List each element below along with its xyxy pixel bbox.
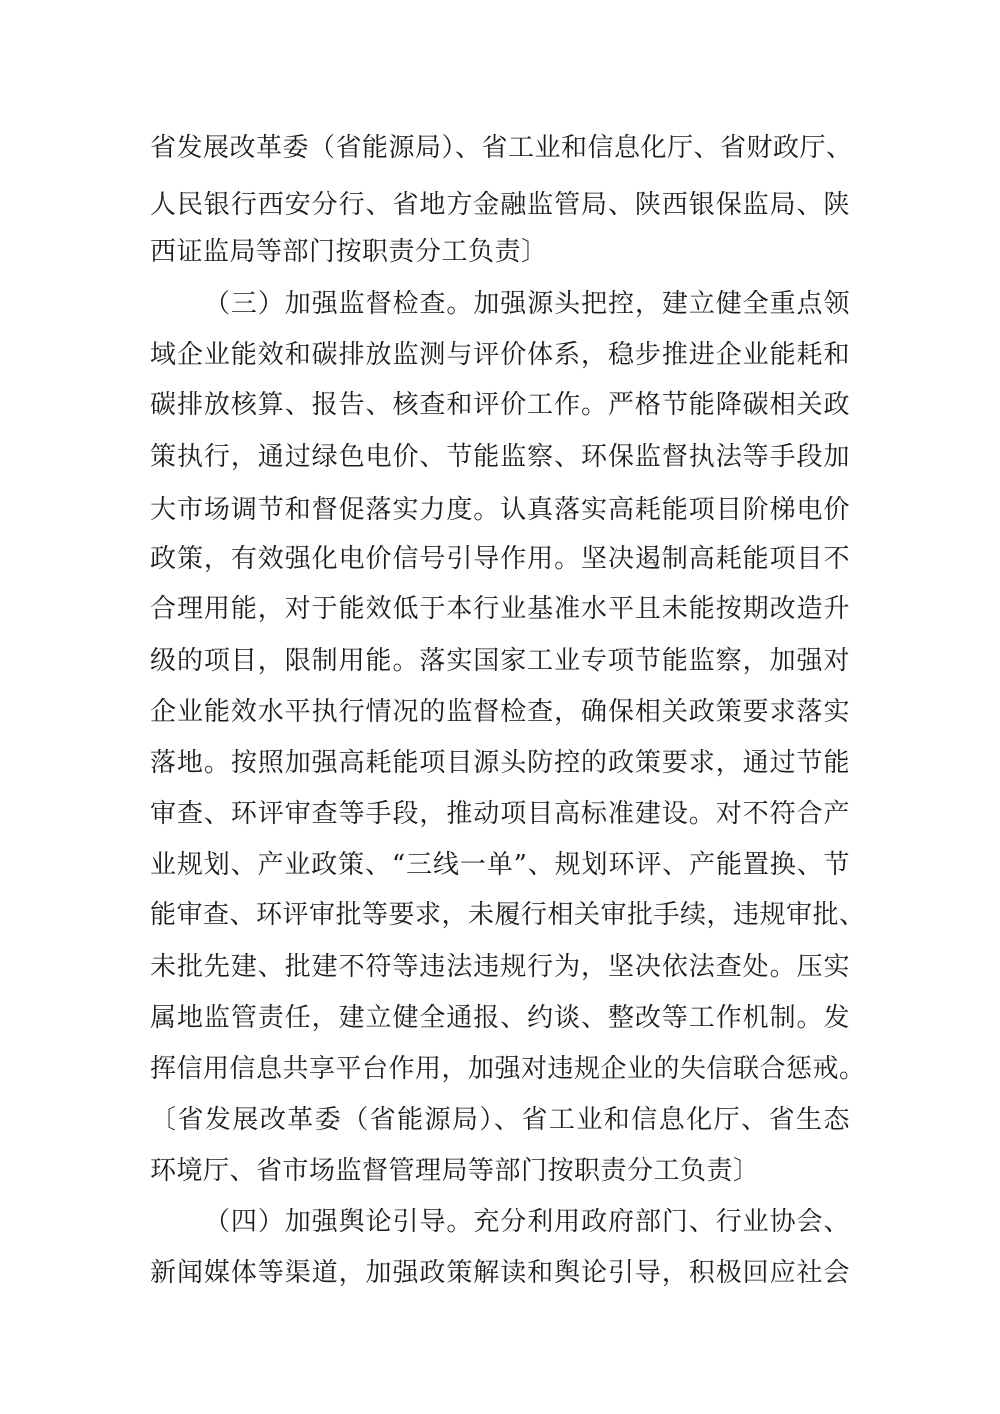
body-text-line: 环境厅、省市场监督管理局等部门按职责分工负责〕 [150, 1156, 760, 1186]
body-text-line: 审查、环评审查等手段，推动项目高标准建设。对不符合产 [150, 799, 850, 829]
body-text-line: 属地监管责任，建立健全通报、约谈、整改等工作机制。发 [150, 1003, 850, 1033]
section-heading-line: （三）加强监督检查。加强源头把控，建立健全重点领 [204, 289, 850, 319]
body-text-line: 〔省发展改革委（省能源局）、省工业和信息化厅、省生态 [150, 1105, 850, 1135]
body-text-line: 级的项目，限制用能。落实国家工业专项节能监察，加强对 [150, 646, 850, 676]
body-text-line: 能审查、环评审批等要求，未履行相关审批手续，违规审批、 [150, 900, 866, 930]
body-text-line: 西证监局等部门按职责分工负责〕 [150, 237, 548, 267]
body-text-line: 落地。按照加强高耗能项目源头防控的政策要求，通过节能 [150, 748, 850, 778]
body-text-line: 域企业能效和碳排放监测与评价体系，稳步推进企业能耗和 [150, 340, 850, 370]
body-text-line: 策执行，通过绿色电价、节能监察、环保监督执法等手段加 [150, 442, 850, 472]
body-text-line: 人民银行西安分行、省地方金融监管局、陕西银保监局、陕 [150, 190, 850, 220]
body-text-line: 挥信用信息共享平台作用，加强对违规企业的失信联合惩戒。 [150, 1054, 866, 1084]
body-text-line: 合理用能，对于能效低于本行业基准水平且未能按期改造升 [150, 594, 850, 624]
body-text-line: 省发展改革委（省能源局）、省工业和信息化厅、省财政厅、 [150, 133, 853, 163]
section-heading-line: （四）加强舆论引导。充分利用政府部门、行业协会、 [204, 1207, 850, 1237]
body-text-line: 未批先建、批建不符等违法违规行为，坚决依法查处。压实 [150, 952, 850, 982]
body-text-line: 新闻媒体等渠道，加强政策解读和舆论引导，积极回应社会 [150, 1258, 850, 1288]
body-text-line: 企业能效水平执行情况的监督检查，确保相关政策要求落实 [150, 697, 850, 727]
body-text-line: 大市场调节和督促落实力度。认真落实高耗能项目阶梯电价 [150, 495, 850, 525]
body-text-line: 碳排放核算、报告、核查和评价工作。严格节能降碳相关政 [150, 390, 850, 420]
body-text-line: 业规划、产业政策、“三线一单”、规划环评、产能置换、节 [150, 850, 850, 880]
body-text-line: 政策，有效强化电价信号引导作用。坚决遏制高耗能项目不 [150, 544, 850, 574]
